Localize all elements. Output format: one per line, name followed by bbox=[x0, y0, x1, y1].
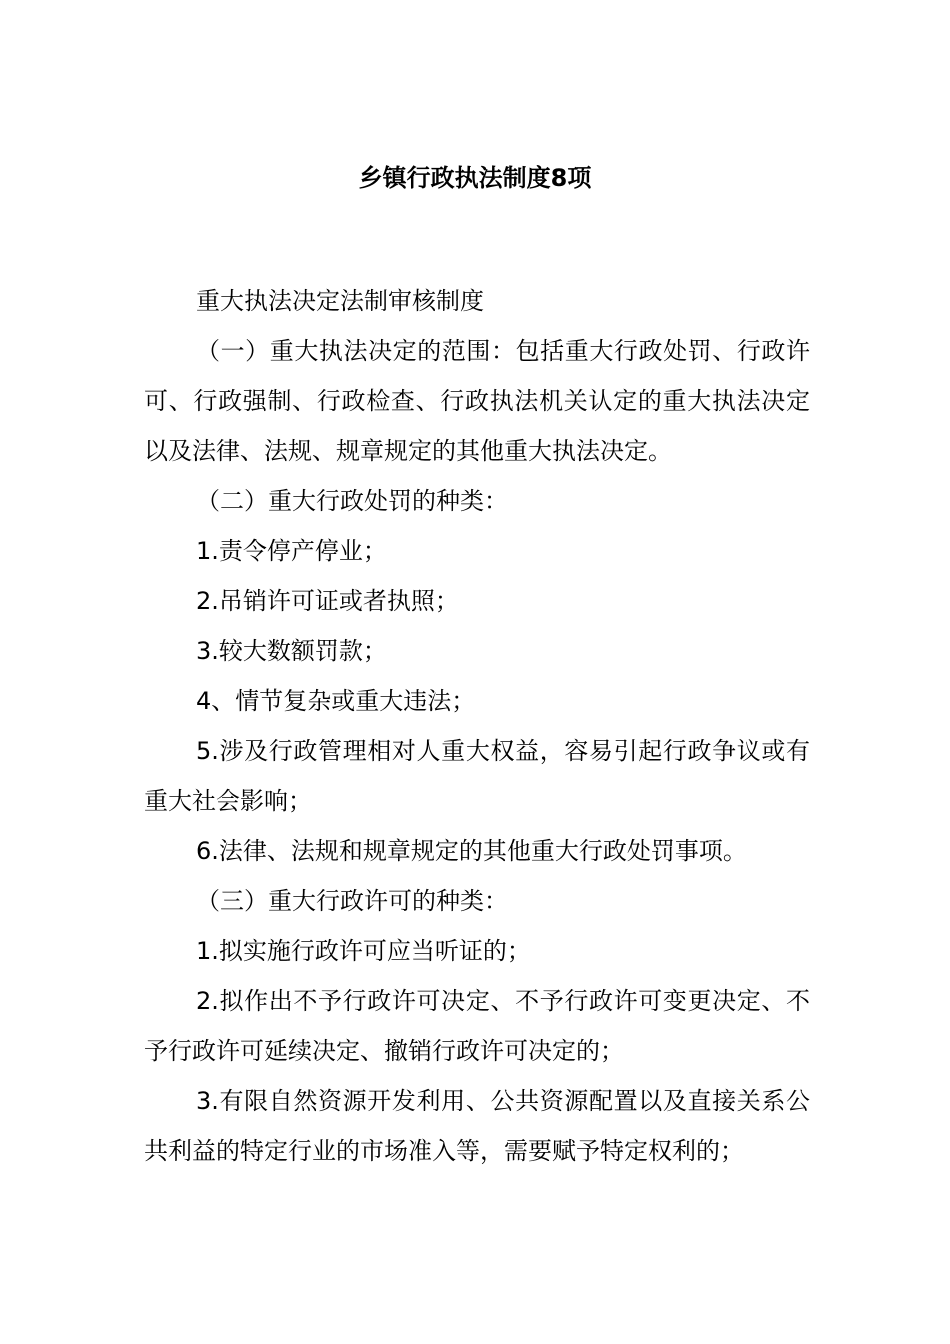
section-heading: 重大执法决定法制审核制度 bbox=[196, 287, 484, 315]
paragraph-scope: （一）重大执法决定的范围：包括重大行政处罚、行政许可、行政强制、行政检查、行政执法机关认定的重大执法决定以及法律、法规、规章规定的其他重大执法决定。 bbox=[144, 337, 810, 465]
list-item: 2.拟作出不予行政许可决定、不予行政许可变更决定、不予行政许可延续决定、撤销行政许可决定的； bbox=[144, 987, 810, 1065]
paragraph-license-types-heading: （三）重大行政许可的种类： bbox=[196, 887, 508, 915]
document-body bbox=[144, 276, 810, 1176]
document-title: 乡镇行政执法制度8项 bbox=[358, 164, 592, 192]
list-item: 3.较大数额罚款； bbox=[196, 637, 387, 665]
list-item: 1.拟实施行政许可应当听证的； bbox=[196, 937, 531, 965]
list-item: 2.吊销许可证或者执照； bbox=[196, 587, 459, 615]
list-item: 1.责令停产停业； bbox=[196, 537, 387, 565]
list-item: 4、情节复杂或重大违法； bbox=[196, 687, 476, 715]
list-item: 5.涉及行政管理相对人重大权益，容易引起行政争议或有重大社会影响； bbox=[144, 737, 810, 815]
list-item: 3.有限自然资源开发利用、公共资源配置以及直接关系公共利益的特定行业的市场准入等，需要赋予特定权利的； bbox=[144, 1087, 810, 1165]
paragraph-penalty-types-heading: （二）重大行政处罚的种类： bbox=[196, 487, 508, 515]
list-item: 6.法律、法规和规章规定的其他重大行政处罚事项。 bbox=[196, 837, 747, 865]
